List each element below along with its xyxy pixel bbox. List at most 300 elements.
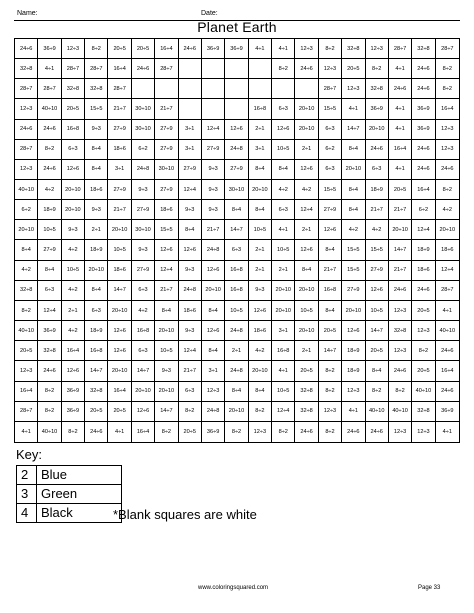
grid-cell: 8÷4 xyxy=(319,301,342,321)
grid-cell: 12÷6 xyxy=(366,281,389,301)
key-number: 4 xyxy=(17,504,37,523)
blank-squares-note: *Blank squares are white xyxy=(113,507,257,522)
grid-cell: 18÷6 xyxy=(85,180,108,200)
grid-cell: 40÷10 xyxy=(389,402,412,422)
grid-cell: 20÷10 xyxy=(342,160,365,180)
grid-cell: 20÷5 xyxy=(389,180,412,200)
grid-cell: 12÷3 xyxy=(62,39,85,59)
grid-cell: 27÷9 xyxy=(132,261,155,281)
grid-cell: 20÷5 xyxy=(108,39,131,59)
grid-cell: 16÷8 xyxy=(85,341,108,361)
grid-cell: 24÷6 xyxy=(179,39,202,59)
grid-cell: 14÷7 xyxy=(155,402,178,422)
grid-cell: 8÷2 xyxy=(319,382,342,402)
grid-cell: 4÷2 xyxy=(342,220,365,240)
grid-cell: 24÷8 xyxy=(225,140,248,160)
grid-cell: 14÷7 xyxy=(366,321,389,341)
grid-cell: 6÷2 xyxy=(132,140,155,160)
grid-cell: 8÷4 xyxy=(225,382,248,402)
grid-cell: 8÷2 xyxy=(436,79,459,99)
grid-cell: 18÷9 xyxy=(342,361,365,381)
grid-cell xyxy=(295,79,318,99)
grid-cell: 24÷6 xyxy=(389,79,412,99)
grid-cell: 24÷6 xyxy=(366,422,389,442)
grid-cell: 24÷6 xyxy=(436,382,459,402)
grid-cell: 12÷3 xyxy=(15,160,38,180)
grid-cell: 36÷9 xyxy=(412,99,435,119)
grid-cell: 24÷8 xyxy=(202,402,225,422)
grid-cell: 18÷9 xyxy=(412,240,435,260)
grid-cell: 16÷8 xyxy=(132,321,155,341)
grid-cell: 8÷4 xyxy=(179,220,202,240)
grid-cell: 9÷3 xyxy=(85,120,108,140)
grid-cell: 8÷4 xyxy=(85,140,108,160)
grid-cell: 32÷8 xyxy=(389,321,412,341)
grid-cell: 16÷4 xyxy=(436,99,459,119)
grid-cell: 9÷3 xyxy=(155,361,178,381)
grid-cell: 9÷3 xyxy=(179,200,202,220)
grid-cell: 4÷1 xyxy=(272,220,295,240)
grid-cell: 12÷6 xyxy=(202,261,225,281)
grid-cell xyxy=(225,59,248,79)
grid-cell: 16÷4 xyxy=(155,39,178,59)
grid-cell: 8÷2 xyxy=(15,301,38,321)
grid-cell: 32÷8 xyxy=(342,39,365,59)
puzzle-grid xyxy=(14,38,460,443)
grid-cell: 12÷3 xyxy=(15,99,38,119)
grid-cell: 28÷7 xyxy=(436,281,459,301)
grid-cell: 16÷4 xyxy=(389,140,412,160)
grid-cell: 20÷5 xyxy=(319,321,342,341)
grid-cell: 2÷1 xyxy=(225,341,248,361)
grid-cell: 6÷2 xyxy=(15,200,38,220)
grid-cell: 18÷6 xyxy=(108,261,131,281)
grid-cell: 4÷1 xyxy=(389,160,412,180)
grid-cell: 20÷5 xyxy=(295,361,318,381)
grid-cell: 4÷1 xyxy=(249,39,272,59)
grid-cell: 16÷4 xyxy=(62,341,85,361)
grid-cell: 24÷6 xyxy=(412,59,435,79)
grid-cell: 12÷3 xyxy=(342,79,365,99)
grid-cell: 8÷2 xyxy=(38,402,61,422)
grid-cell: 20÷5 xyxy=(179,422,202,442)
grid-cell: 8÷2 xyxy=(179,402,202,422)
grid-cell: 20÷10 xyxy=(272,281,295,301)
grid-cell: 8÷4 xyxy=(249,382,272,402)
grid-cell: 28÷7 xyxy=(108,79,131,99)
grid-cell: 2÷1 xyxy=(295,341,318,361)
grid-cell: 2÷1 xyxy=(249,261,272,281)
grid-cell: 6÷3 xyxy=(319,120,342,140)
grid-cell: 8÷2 xyxy=(249,402,272,422)
grid-cell: 3÷1 xyxy=(179,140,202,160)
grid-cell: 3÷1 xyxy=(202,361,225,381)
grid-cell: 12÷3 xyxy=(15,361,38,381)
grid-cell: 3÷1 xyxy=(108,160,131,180)
grid-cell: 21÷7 xyxy=(366,200,389,220)
grid-cell: 8÷2 xyxy=(412,341,435,361)
grid-cell: 9÷3 xyxy=(85,200,108,220)
grid-cell: 21÷7 xyxy=(108,99,131,119)
grid-cell: 20÷5 xyxy=(132,39,155,59)
grid-cell: 18÷9 xyxy=(366,180,389,200)
grid-cell: 8÷2 xyxy=(319,39,342,59)
grid-cell: 12÷6 xyxy=(202,321,225,341)
grid-cell: 36÷9 xyxy=(202,39,225,59)
grid-cell: 3÷1 xyxy=(179,120,202,140)
grid-cell xyxy=(155,79,178,99)
grid-cell: 20÷5 xyxy=(62,99,85,119)
grid-cell: 18÷9 xyxy=(38,200,61,220)
grid-cell: 15÷5 xyxy=(319,99,342,119)
grid-cell: 16÷4 xyxy=(412,180,435,200)
grid-cell: 8÷2 xyxy=(225,422,248,442)
grid-cell: 16÷4 xyxy=(108,382,131,402)
grid-cell: 10÷5 xyxy=(272,140,295,160)
grid-cell: 6÷3 xyxy=(132,341,155,361)
grid-cell: 12÷6 xyxy=(62,361,85,381)
grid-cell: 24÷6 xyxy=(436,160,459,180)
grid-cell: 6÷3 xyxy=(225,240,248,260)
grid-cell: 20÷10 xyxy=(295,99,318,119)
grid-cell: 8÷4 xyxy=(295,261,318,281)
grid-cell: 8÷2 xyxy=(38,382,61,402)
grid-cell: 6÷3 xyxy=(319,160,342,180)
grid-cell: 20÷10 xyxy=(249,361,272,381)
grid-cell: 9÷3 xyxy=(179,261,202,281)
grid-cell: 4÷2 xyxy=(62,281,85,301)
grid-cell: 14÷7 xyxy=(319,341,342,361)
grid-cell: 20÷10 xyxy=(108,361,131,381)
grid-cell: 28÷7 xyxy=(62,59,85,79)
grid-cell: 18÷9 xyxy=(85,321,108,341)
grid-cell: 4÷2 xyxy=(62,240,85,260)
grid-cell: 8÷4 xyxy=(38,261,61,281)
name-label: Name: xyxy=(17,10,38,17)
color-key-table xyxy=(16,465,122,523)
grid-cell: 4÷2 xyxy=(132,301,155,321)
grid-cell: 24÷6 xyxy=(38,361,61,381)
grid-cell: 16÷8 xyxy=(249,99,272,119)
grid-cell: 20÷10 xyxy=(108,220,131,240)
grid-cell: 21÷7 xyxy=(389,261,412,281)
grid-cell: 12÷3 xyxy=(389,422,412,442)
grid-cell: 9÷3 xyxy=(179,321,202,341)
grid-cell: 8÷4 xyxy=(342,180,365,200)
grid-cell: 21÷7 xyxy=(155,99,178,119)
grid-cell: 21÷7 xyxy=(319,261,342,281)
grid-cell: 14÷7 xyxy=(342,120,365,140)
grid-cell: 21÷7 xyxy=(179,361,202,381)
grid-cell: 8÷4 xyxy=(366,361,389,381)
grid-cell: 12÷6 xyxy=(295,240,318,260)
grid-cell: 30÷10 xyxy=(155,160,178,180)
grid-cell: 18÷6 xyxy=(179,301,202,321)
grid-cell xyxy=(202,79,225,99)
grid-cell: 14÷7 xyxy=(132,361,155,381)
grid-cell: 40÷10 xyxy=(436,321,459,341)
grid-cell: 4÷1 xyxy=(436,301,459,321)
grid-cell: 24÷6 xyxy=(412,140,435,160)
grid-cell: 8÷4 xyxy=(225,200,248,220)
key-row xyxy=(17,504,122,523)
grid-cell: 18÷9 xyxy=(85,240,108,260)
grid-cell: 21÷7 xyxy=(108,200,131,220)
grid-cell: 8÷2 xyxy=(319,422,342,442)
grid-cell: 28÷7 xyxy=(389,39,412,59)
grid-cell: 36÷9 xyxy=(366,99,389,119)
grid-cell: 32÷8 xyxy=(38,341,61,361)
grid-cell: 6÷3 xyxy=(272,99,295,119)
grid-cell: 4÷2 xyxy=(249,341,272,361)
grid-cell: 27÷9 xyxy=(342,281,365,301)
grid-cell: 8÷2 xyxy=(272,422,295,442)
date-label: Date: xyxy=(201,10,218,17)
grid-cell: 12÷6 xyxy=(132,402,155,422)
grid-cell: 30÷10 xyxy=(132,120,155,140)
grid-cell: 20÷5 xyxy=(342,59,365,79)
grid-cell xyxy=(225,99,248,119)
grid-cell: 6÷3 xyxy=(62,140,85,160)
grid-cell: 20÷5 xyxy=(412,301,435,321)
grid-cell: 15÷5 xyxy=(85,99,108,119)
grid-cell: 24÷8 xyxy=(202,240,225,260)
grid-cell: 8÷2 xyxy=(62,422,85,442)
grid-cell: 4÷1 xyxy=(342,402,365,422)
grid-cell: 16÷8 xyxy=(62,120,85,140)
grid-cell: 6÷3 xyxy=(85,301,108,321)
grid-cell: 8÷4 xyxy=(342,140,365,160)
grid-cell: 12÷3 xyxy=(412,321,435,341)
grid-cell: 12÷4 xyxy=(179,180,202,200)
grid-cell: 18÷6 xyxy=(436,240,459,260)
grid-cell: 4÷1 xyxy=(389,99,412,119)
grid-cell: 20÷10 xyxy=(295,321,318,341)
grid-cell: 21÷7 xyxy=(202,220,225,240)
grid-cell: 4÷2 xyxy=(62,321,85,341)
grid-cell: 12÷4 xyxy=(155,261,178,281)
grid-cell: 27÷9 xyxy=(319,200,342,220)
grid-cell: 16÷8 xyxy=(225,281,248,301)
key-color: Black xyxy=(37,504,122,523)
grid-cell: 36÷9 xyxy=(38,321,61,341)
grid-cell xyxy=(272,79,295,99)
grid-cell: 24÷8 xyxy=(179,281,202,301)
grid-cell: 2÷1 xyxy=(62,301,85,321)
grid-cell: 2÷1 xyxy=(249,240,272,260)
grid-cell: 27÷9 xyxy=(179,160,202,180)
grid-cell: 10÷5 xyxy=(295,301,318,321)
grid-cell: 10÷5 xyxy=(62,261,85,281)
grid-cell: 8÷4 xyxy=(342,200,365,220)
grid-cell: 24÷6 xyxy=(295,59,318,79)
grid-cell: 4÷2 xyxy=(436,200,459,220)
grid-cell: 20÷10 xyxy=(389,220,412,240)
grid-cell: 4÷1 xyxy=(389,59,412,79)
grid-cell: 12÷3 xyxy=(412,422,435,442)
grid-cell: 12÷3 xyxy=(249,422,272,442)
grid-cell: 8÷2 xyxy=(272,59,295,79)
grid-cell: 18÷9 xyxy=(342,341,365,361)
grid-cell: 4÷1 xyxy=(342,99,365,119)
grid-cell: 28÷7 xyxy=(15,140,38,160)
grid-cell: 15÷5 xyxy=(319,180,342,200)
grid-cell: 4÷1 xyxy=(389,120,412,140)
grid-cell: 8÷4 xyxy=(85,160,108,180)
grid-cell: 2÷1 xyxy=(249,120,272,140)
grid-cell: 12÷6 xyxy=(342,321,365,341)
grid-cell: 12÷4 xyxy=(179,341,202,361)
grid-cell: 12÷3 xyxy=(389,341,412,361)
grid-cell: 8÷4 xyxy=(85,281,108,301)
page-title: Planet Earth xyxy=(197,19,277,35)
key-title: Key: xyxy=(16,447,43,462)
grid-cell: 2÷1 xyxy=(295,220,318,240)
footer-site: www.coloringsquared.com xyxy=(198,585,269,591)
grid-cell: 27÷9 xyxy=(155,140,178,160)
grid-cell: 27÷9 xyxy=(108,180,131,200)
grid-cell xyxy=(249,59,272,79)
grid-cell: 2÷1 xyxy=(85,220,108,240)
grid-cell: 12÷6 xyxy=(108,321,131,341)
grid-cell: 12÷6 xyxy=(225,120,248,140)
grid-cell: 12÷4 xyxy=(202,120,225,140)
grid-cell: 40÷10 xyxy=(38,99,61,119)
key-color: Blue xyxy=(37,466,122,485)
grid-cell: 4÷2 xyxy=(366,220,389,240)
grid-cell xyxy=(179,59,202,79)
grid-cell: 8÷2 xyxy=(436,59,459,79)
grid-cell: 9÷3 xyxy=(202,200,225,220)
grid-cell: 24÷6 xyxy=(389,361,412,381)
grid-cell: 4÷1 xyxy=(15,422,38,442)
grid-cell: 36÷9 xyxy=(38,39,61,59)
grid-cell: 27÷9 xyxy=(202,140,225,160)
grid-cell: 36÷9 xyxy=(202,422,225,442)
grid-cell: 16÷4 xyxy=(15,382,38,402)
grid-cell: 14÷7 xyxy=(85,361,108,381)
grid-cell: 20÷10 xyxy=(225,402,248,422)
grid-cell: 12÷3 xyxy=(389,301,412,321)
grid-cell: 16÷4 xyxy=(108,59,131,79)
grid-cell: 8÷4 xyxy=(202,341,225,361)
key-number: 2 xyxy=(17,466,37,485)
grid-cell: 9÷3 xyxy=(202,160,225,180)
grid-cell: 40÷10 xyxy=(15,321,38,341)
grid-cell: 2÷1 xyxy=(272,261,295,281)
grid-cell: 12÷6 xyxy=(319,220,342,240)
grid-cell: 24÷6 xyxy=(412,160,435,180)
grid-cell: 20÷10 xyxy=(272,301,295,321)
grid-cell: 8÷4 xyxy=(202,301,225,321)
grid-cell: 10÷5 xyxy=(108,240,131,260)
grid-cell: 9÷3 xyxy=(202,180,225,200)
grid-cell: 21÷7 xyxy=(155,281,178,301)
grid-cell: 10÷5 xyxy=(249,220,272,240)
grid-cell: 15÷5 xyxy=(342,261,365,281)
grid-cell: 32÷8 xyxy=(15,59,38,79)
grid-cell: 40÷10 xyxy=(366,402,389,422)
grid-cell: 20÷10 xyxy=(155,382,178,402)
grid-cell: 8÷2 xyxy=(319,361,342,381)
key-row xyxy=(17,466,122,485)
grid-cell: 12÷6 xyxy=(272,120,295,140)
grid-cell: 4÷1 xyxy=(272,361,295,381)
grid-cell: 30÷10 xyxy=(225,180,248,200)
grid-cell: 6÷3 xyxy=(132,281,155,301)
grid-cell: 27÷9 xyxy=(155,180,178,200)
grid-cell: 12÷4 xyxy=(412,220,435,240)
grid-cell: 8÷4 xyxy=(155,301,178,321)
grid-cell: 27÷9 xyxy=(108,120,131,140)
grid-cell: 24÷6 xyxy=(15,120,38,140)
grid-cell xyxy=(202,99,225,119)
grid-cell: 30÷10 xyxy=(132,99,155,119)
grid-cell: 28÷7 xyxy=(319,79,342,99)
key-row xyxy=(17,485,122,504)
grid-cell: 12÷3 xyxy=(295,39,318,59)
grid-cell: 4÷1 xyxy=(108,422,131,442)
grid-cell: 4÷1 xyxy=(442,428,452,435)
grid-cell: 8÷2 xyxy=(389,382,412,402)
grid-cell: 28÷7 xyxy=(85,59,108,79)
grid-cell: 12÷6 xyxy=(108,341,131,361)
grid-cell: 24÷6 xyxy=(366,140,389,160)
grid-cell: 6÷3 xyxy=(272,200,295,220)
grid-cell: 12÷6 xyxy=(62,160,85,180)
grid-cell: 32÷8 xyxy=(15,281,38,301)
grid-cell: 8÷2 xyxy=(436,180,459,200)
grid-cell: 24÷6 xyxy=(412,79,435,99)
key-color: Green xyxy=(37,485,122,504)
grid-cell: 30÷10 xyxy=(132,220,155,240)
grid-cell: 15÷5 xyxy=(342,240,365,260)
grid-cell: 24÷8 xyxy=(225,321,248,341)
grid-cell: 20÷10 xyxy=(155,321,178,341)
grid-cell: 20÷10 xyxy=(85,261,108,281)
grid-cell: 12÷4 xyxy=(38,301,61,321)
grid-cell: 27÷9 xyxy=(132,200,155,220)
grid-cell: 24÷6 xyxy=(436,341,459,361)
grid-cell: 8÷2 xyxy=(366,59,389,79)
grid-cell: 4÷2 xyxy=(295,180,318,200)
grid-cell: 16÷8 xyxy=(319,281,342,301)
grid-cell: 8÷2 xyxy=(85,39,108,59)
grid-cell: 28÷7 xyxy=(15,79,38,99)
grid-cell: 24÷6 xyxy=(132,59,155,79)
grid-cell xyxy=(225,79,248,99)
grid-cell: 8÷2 xyxy=(366,382,389,402)
grid-cell: 24÷6 xyxy=(38,120,61,140)
grid-cell: 10÷5 xyxy=(366,301,389,321)
grid-cell: 12÷3 xyxy=(319,402,342,422)
grid-cell: 9÷3 xyxy=(132,240,155,260)
grid-cell: 16÷8 xyxy=(272,341,295,361)
grid-cell: 40÷10 xyxy=(38,422,61,442)
grid-cell: 16÷4 xyxy=(436,361,459,381)
grid-cell: 20÷5 xyxy=(108,402,131,422)
grid-cell: 20÷5 xyxy=(15,341,38,361)
grid-cell: 20÷10 xyxy=(62,200,85,220)
grid-cell: 27÷9 xyxy=(225,160,248,180)
grid-cell: 27÷9 xyxy=(38,240,61,260)
grid-cell: 18÷6 xyxy=(155,200,178,220)
grid-cell: 12÷4 xyxy=(436,261,459,281)
grid-cell: 20÷10 xyxy=(15,220,38,240)
grid-cell: 24÷6 xyxy=(85,422,108,442)
grid-cell: 12÷6 xyxy=(295,160,318,180)
grid-cell: 28÷7 xyxy=(436,39,459,59)
